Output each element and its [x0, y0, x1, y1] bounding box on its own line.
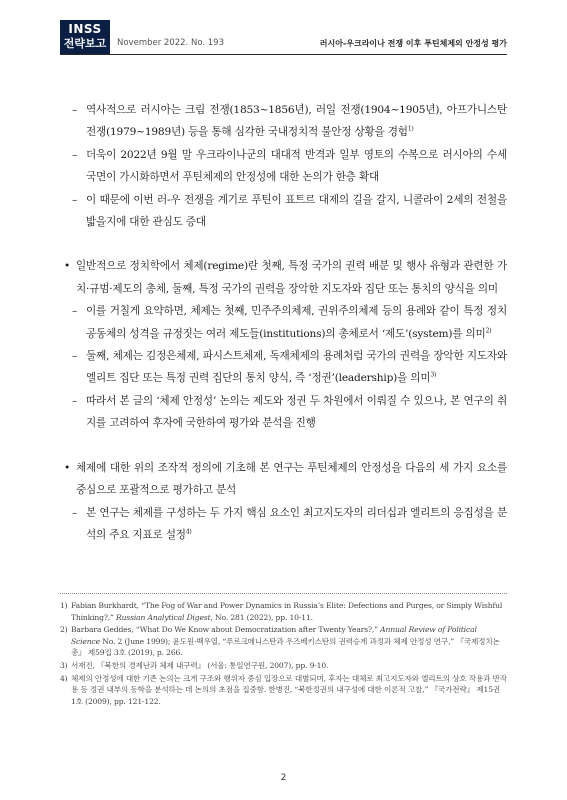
- sub-bullet: [62, 99, 507, 144]
- footnotes: [60, 600, 507, 708]
- bullet-text: 역사적으로 러시아는 크림 전쟁(1853~1856년), 러일 전쟁(1904~1905년), 아프가니스탄 전쟁(1979~1989년) 등을 통해 심각한 국내정치적 불안정 상황을 경험: [86, 104, 507, 139]
- footnote-ref[interactable]: 1): [407, 125, 414, 133]
- sub-bullet: [62, 300, 507, 345]
- bullet-text: 더욱이 2022년 9월 말 우크라이나군의 대대적 반격과 일부 영토의 수복으로 러시아의 수세 국면이 가시화하면서 푸틴체제의 안정성에 대한 논의가 한층 확대: [86, 148, 507, 184]
- sub-bullet: [62, 345, 507, 390]
- main-bullet: [60, 457, 507, 502]
- footnote: [60, 600, 507, 623]
- issue-label: November 2022. No. 193: [117, 38, 224, 48]
- footnote: [60, 624, 507, 659]
- bullet-text: 따라서 본 글의 ‘체제 안정성’ 논의는 제도와 정권 두 차원에서 이뤄질 수 있으나, 본 연구의 취지를 고려하여 후자에 국한하여 평가와 분석을 진행: [86, 394, 507, 430]
- sub-bullet: [62, 144, 507, 189]
- footnote-number: 2): [60, 625, 68, 635]
- footnote-text: Fabian Burkhardt, “The Fog of War and Power Dynamics in Russia’s Elite: Defections and Purges, or Simply Wishful Thinking?,”: [71, 601, 503, 622]
- logo-line2: 전략보고: [63, 37, 107, 50]
- main-bullet: [60, 255, 507, 300]
- footnote-number: 1): [60, 601, 68, 610]
- footnote-number: 3): [60, 660, 68, 670]
- sub-bullet: [62, 189, 507, 234]
- bullet-text: 이를 거칠게 요약하면, 체제는 첫째, 민주주의체제, 권위주의체제 등의 용례와 같이 특정 정치공동체의 성격을 규정짓는 여러 제도들(institutions)의 총체로서 ‘제도’(system)를 의미: [86, 305, 507, 340]
- logo-line1: INSS: [68, 22, 102, 36]
- footnote-ref[interactable]: 2): [485, 327, 492, 335]
- footnote-number: 4): [60, 673, 68, 683]
- page-number: 2: [280, 773, 287, 783]
- footnote-ref[interactable]: 4): [185, 528, 192, 536]
- inss-logo: [60, 20, 110, 54]
- footnote-ref[interactable]: 3): [430, 371, 437, 379]
- footnote-text: , No. 281 (2022), pp. 10-11.: [210, 612, 313, 622]
- bullet-text: 일반적으로 정치학에서 체제(regime)란 첫째, 특정 국가의 권력 배분 및 행사 유형과 관련한 가치·규범·제도의 총체, 둘째, 특정 국가의 권력을 장악한 지도자와 집단 또는 통치의 양식을 의미: [76, 260, 507, 295]
- footnote-journal: Annual Review of Political Science: [71, 625, 477, 646]
- running-title: 러시아-우크라이나 전쟁 이후 푸틴체제의 안정성 평가: [319, 39, 507, 48]
- bullet-text: 이 때문에 이번 러-우 전쟁을 계기로 푸틴이 표트르 대제의 길을 갈지, 니콜라이 2세의 전철을 밟을지에 대한 관심도 증대: [86, 193, 507, 229]
- bullet-text: 본 연구는 체제를 구성하는 두 가지 핵심 요소인 최고지도자의 리더십과 엘리트의 응집성을 분석의 주요 지표로 설정: [86, 506, 507, 541]
- header-rule: [60, 54, 507, 55]
- footnote: [60, 673, 507, 708]
- page-header: [0, 0, 567, 60]
- footnote: [60, 660, 507, 672]
- sub-bullet: [62, 502, 507, 547]
- bullet-text: 둘째, 체제는 김정은체제, 파시스트체제, 독재체제의 용례처럼 국가의 권력을 장악한 지도자와 엘리트 집단 또는 특정 권력 집단의 통치 양식, 즉 ‘정권’(leadership)을 의미: [86, 350, 507, 385]
- footnote-journal: Russian Analytical Digest: [116, 612, 211, 622]
- footnote-text: Barbara Geddes, “What Do We Know about Democratization after Twenty Years?,”: [71, 625, 381, 635]
- bullet-text: 체제에 대한 위의 조작적 정의에 기초해 본 연구는 푸틴체제의 안정성을 다음의 세 가지 요소를 중심으로 포괄적으로 평가하고 분석: [76, 461, 507, 497]
- sub-bullet: [62, 390, 507, 435]
- footnote-text: 체제의 안정성에 대한 기존 논의는 크게 구조와 행위자 중심 입장으로 대별되며, 후자는 대체로 최고지도자와 엘리트의 상호 작용과 반작용 등 정권 내부의 동학을 분석하는 데 논의의 초점을 집중함. 한병진, “북한정권의 내구성에 대한 이론적 고찰,” 『국가전략』 제15권 1호 (2009), pp. 121-122.: [71, 673, 507, 706]
- footnote-separator: [60, 593, 507, 594]
- main-body: [60, 99, 507, 546]
- footnote-text: 서재진, 『북한의 경제난과 체제 내구력』 (서울: 통일연구원, 2007), pp. 9-10.: [71, 660, 329, 670]
- footnote-text: No. 2 (June 1999); 윤도원·백우열, “푸르크메니스탄과 우즈베키스탄의 권력승계 과정과 체제 안정성 연구,” 『국제정치논총』 제59집 3호 (2019), p. 266.: [71, 636, 500, 658]
